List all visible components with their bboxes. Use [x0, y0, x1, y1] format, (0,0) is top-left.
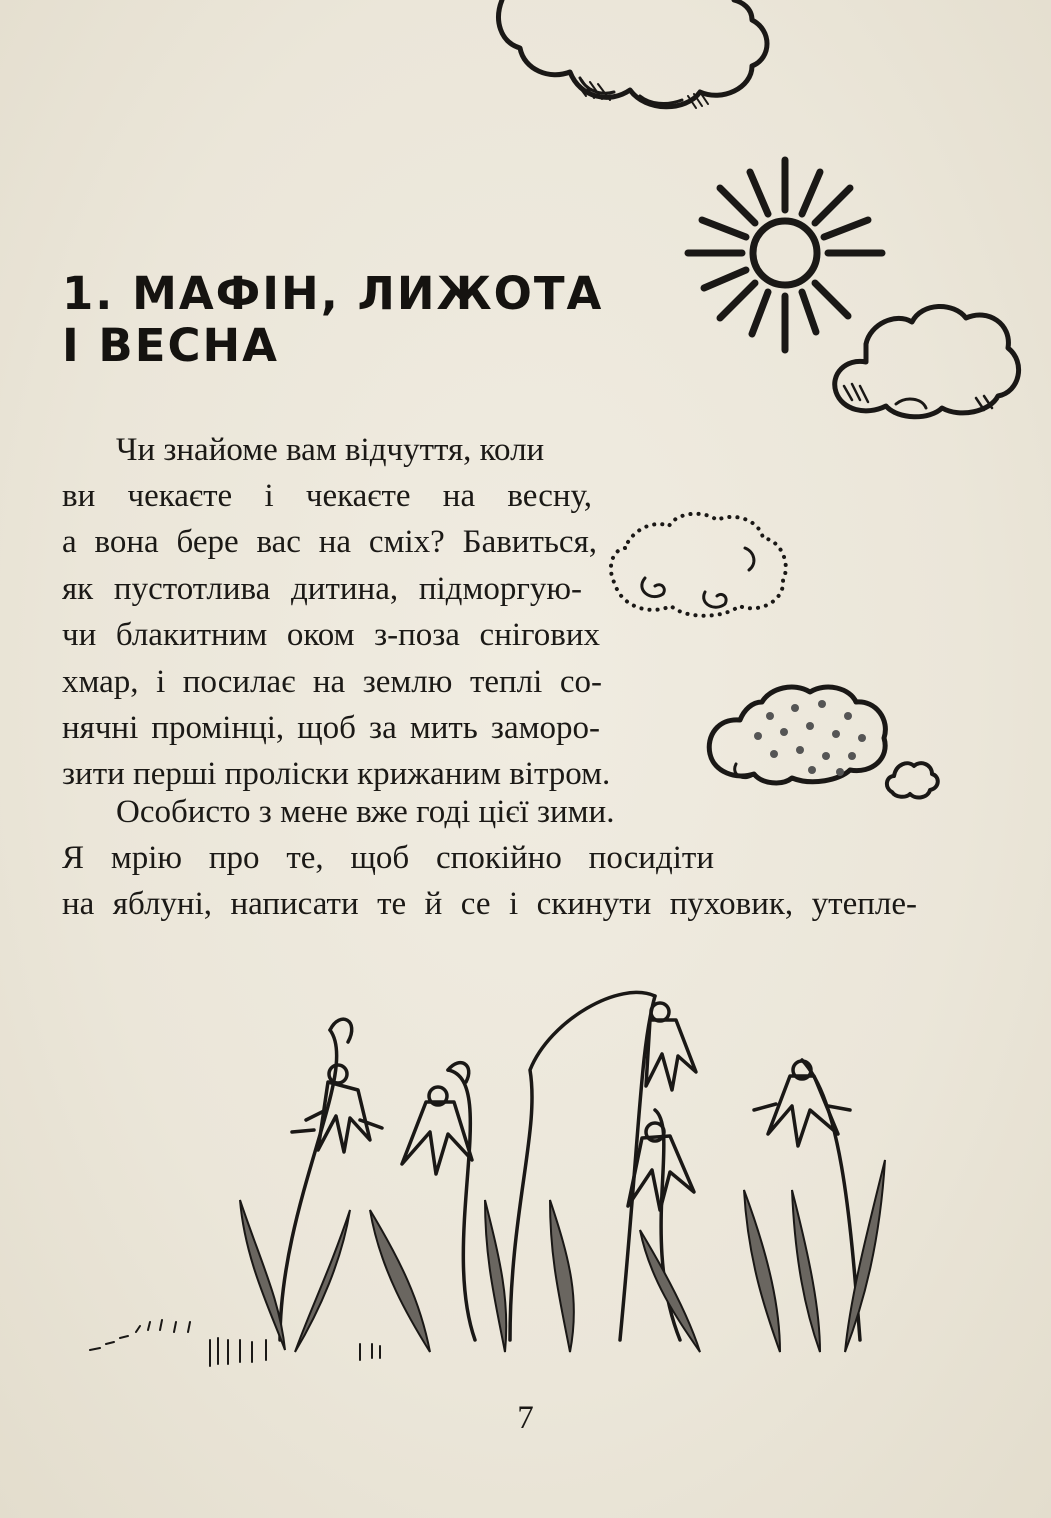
body-line: хмар, і посилає на землю теплі со-	[62, 664, 602, 700]
body-line: а вона бере вас на сміх? Бавиться,	[62, 524, 597, 560]
body-line: нячні промінці, щоб за мить заморо-	[62, 710, 600, 746]
body-line: Чи знайоме вам відчуття, коли	[116, 432, 545, 468]
chapter-title-line-2: І ВЕСНА	[62, 319, 279, 372]
body-line: ви чекаєте і чекаєте на весну,	[62, 478, 592, 514]
chapter-title-line-1: 1. МАФІН, ЛИЖОТА	[62, 267, 604, 320]
body-line: Особисто з мене вже годі цієї зими.	[116, 794, 615, 830]
cloud-top-illustration	[490, 0, 780, 130]
page-number: 7	[517, 1400, 534, 1436]
body-line: як пустотлива дитина, підморгую-	[62, 571, 582, 607]
body-line: на яблуні, написати те й се і скинути пуховик, утепле-	[62, 886, 917, 922]
body-line: чи блакитним оком з-поза снігових	[62, 617, 600, 653]
polka-dot-cloud-illustration	[700, 680, 900, 790]
body-line: Я мрію про те, щоб спокійно посидіти	[62, 840, 714, 876]
chapter-title	[62, 268, 603, 372]
small-cloud-illustration	[882, 758, 944, 800]
body-line: зити перші проліски крижаним вітром.	[62, 756, 611, 792]
snowdrops-illustration	[80, 960, 950, 1380]
dotted-cloud-illustration	[605, 508, 795, 623]
cloud-right-illustration	[826, 300, 1026, 425]
